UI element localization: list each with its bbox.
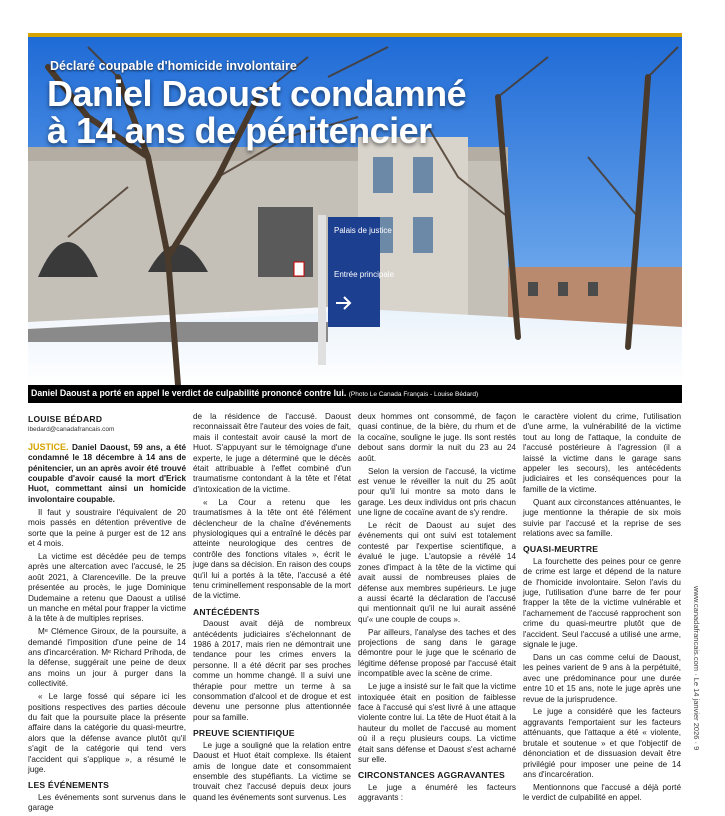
section-tag: JUSTICE. [28, 441, 69, 452]
paragraph: Dans un cas comme celui de Daoust, les peines varient de 9 ans à la perpétuité, avec une prédominance pour une durée entre 10 et 15 ans, note le juge après une revue de la jurisprudence. [523, 652, 681, 704]
lead-paragraph [28, 442, 186, 505]
paragraph: Le juge a souligné que la relation entre Daoust et Huot était complexe. Ils étaient amis de longue date et consommaient ensemble des stupéfiants. La victime se trouvait chez l'accusé depuis deux jours quand les événements sont survenus. Les [193, 740, 351, 802]
paragraph: Les événements sont survenus dans le garage [28, 792, 186, 813]
paragraph: Le juge a énuméré les facteurs aggravants : [358, 782, 516, 803]
paragraph: Selon la version de l'accusé, la victime est venue le réveiller la nuit du 25 août pour qu'il lui montre sa moto dans le garage. Les deux individus ont pris chacun une ligne de cocaïne avant de s'y rendre. [358, 466, 516, 518]
paragraph: Quant aux circonstances atténuantes, le juge mentionne la thérapie de six mois suivie par l'accusé et la reprise de ses relations avec sa famille. [523, 497, 681, 538]
photo-caption [31, 388, 478, 398]
paragraph: Il faut y soustraire l'équivalent de 20 mois passés en détention préventive de sorte que la peine à purger est de 12 ans et 4 mois. [28, 507, 186, 548]
paragraph: Mᵉ Clémence Giroux, de la poursuite, a demandé l'imposition d'une peine de 14 ans d'incarcération. Mᵉ Richard Prihoda, de la défense, suggérait une peine de deux ans moins un jour à purger dans la collectivité. [28, 627, 186, 689]
author-email[interactable]: lbedard@canadafrancais.com [28, 426, 115, 434]
paragraph: Le récit de Daoust au sujet des événements qui ont suivi est totalement contesté par l'expertise scientifique, a évalué le juge. L'autopsie a révélé 14 zones d'impact à la tête de la victime qui avait aussi de nombreuses plaies de défense aux membres supérieurs. Le juge a aussi écarté la déclaration de l'accusé qui mentionnait qu'il ne lui aurait asséné qu'« une couple de coups ». [358, 521, 516, 624]
headline [47, 75, 466, 149]
subhead-antecedents: ANTÉCÉDENTS [193, 606, 260, 617]
column-3 [358, 412, 516, 806]
subhead-aggravating: CIRCONSTANCES AGGRAVANTES [358, 770, 505, 781]
lead-text: Daniel Daoust, 59 ans, a été condamné le 18 décembre à 14 ans de pénitencier, un an après avoir été trouvé coupable d'avoir causé la mort d'Erick Huot, commettant ainsi un homicide involontaire coupable. [28, 442, 186, 504]
headline-line-1: Daniel Daoust condamné [47, 73, 467, 114]
paragraph: de la résidence de l'accusé. Daoust reconnaissait être l'auteur des voies de fait, mais il contestait avoir causé la mort de Huot. S'appuyant sur le témoignage d'une experte, le juge a déterminé que le décès était attribuable à l'effet combiné d'un traumatisme contondant à la tête et l'état d'intoxication de la victime. [193, 412, 351, 494]
column-2 [193, 412, 351, 806]
page-footer: www.canadafrancais.com · Le 14 janvier 2026 · 9 [692, 586, 701, 751]
paragraph: La victime est décédée peu de temps après une altercation avec l'accusé, le 25 août 2021, à Clarenceville. De la preuve présentée au procès, le juge Dominique Dudemaine a retenu que Daoust a utilisé un manche en métal pour frapper la victime à la tête à de multiples reprises. [28, 551, 186, 624]
headline-line-2: à 14 ans de pénitencier [47, 110, 432, 151]
subhead-quasi-murder: QUASI-MEURTRE [523, 544, 599, 555]
paragraph: « Le large fossé qui sépare ici les positions respectives des parties découle du fait que la poursuite place la présente affaire dans la catégorie du quasi-meurtre, alors que la défense avance plutôt qu'il s'agit de la catégorie qui tend vers l'accident qui s'applique », a résumé le juge. [28, 692, 186, 774]
subhead-events: LES ÉVÉNEMENTS [28, 780, 110, 791]
byline: LOUISE BÉDARD [28, 414, 103, 424]
paragraph: La fourchette des peines pour ce genre de crime est large et dépend de la nature de l'homicide involontaire. Selon l'avis du juge, l'utilisation d'une barre de fer pour frapper la tête de la victime vulnérable et l'acharnement de l'accusé rapprochent son crime du quasi-meurtre plutôt que de l'accident. Seul l'accusé a utilisé une arme, signale le juge. [523, 556, 681, 650]
paragraph: Daoust avait déjà de nombreux antécédents judiciaires s'échelonnant de 1986 à 2017, mais rien ne démontrait une tendance pour les crimes envers la personne. Il a été décrit par ses proches comme un homme changé. Il a suivi une thérapie pour mettre un terme à sa consommation d'alcool et de drogue et est devenu une personne plus attentionnée pour sa famille. [193, 619, 351, 722]
paragraph: Le juge a considéré que les facteurs aggravants l'emportaient sur les facteurs atténuants, que l'attaque a été « violente, brutale et soutenue » et que l'objectif de dénonciation et de dissuasion devait être privilégié pour imposer une peine de 14 ans d'incarcération. [523, 707, 681, 779]
kicker: Déclaré coupable d'homicide involontaire [50, 59, 297, 73]
column-1 [28, 412, 186, 816]
sign-text-2: Entrée principale [334, 270, 395, 279]
paragraph: deux hommes ont consommé, de façon quasi continue, de la bière, du rhum et de la cocaïne, souligne le juge. Ils sont restés debout sans dormir la nuit du 23 au 24 août. [358, 412, 516, 463]
paragraph: « La Cour a retenu que les traumatismes à la tête ont été l'élément déclencheur de la chaîne d'événements physiologiques qui a entraîné le décès par atteinte neurologique des centres de contrôle des fonctions vitales », écrit le juge dans sa décision. En raison des coups qu'il lui a portés à la tête, l'accusé a été tenu criminellement responsable de la mort de la victime. [193, 497, 351, 601]
paragraph: le caractère violent du crime, l'utilisation d'une arme, la vulnérabilité de la victime tout au long de l'attaque, la conduite de l'accusé postérieure à l'agression (il a laissé la victime dans le garage sans appeler les secours), les antécédents judiciaires et les conséquences pour la famille de la victime. [523, 412, 681, 494]
caption-text: Daniel Daoust a porté en appel le verdict de culpabilité prononcé contre lui. [31, 388, 347, 398]
sign-text-1: Palais de justice [334, 226, 392, 235]
paragraph: Le juge a insisté sur le fait que la victime intoxiquée était en position de faiblesse face à l'accusé qui s'est livré à une attaque violente contre lui. La tête de Huot était à la hauteur du mollet de l'accusé au moment où il a reçu plusieurs coups. La victime était sans défense et Daoust s'est acharné sur elle. [358, 682, 516, 764]
paragraph: Mentionnons que l'accusé a déjà porté le verdict de culpabilité en appel. [523, 782, 681, 803]
paragraph: Par ailleurs, l'analyse des taches et des projections de sang dans le garage démontre pour le juge que le scénario de légitime défense proposé par l'accusé était incompatible avec la scène de crime. [358, 627, 516, 679]
column-4 [523, 412, 681, 806]
subhead-scientific-evidence: PREUVE SCIENTIFIQUE [193, 728, 295, 739]
photo-credit: (Photo Le Canada Français - Louise Bédard) [348, 391, 479, 398]
